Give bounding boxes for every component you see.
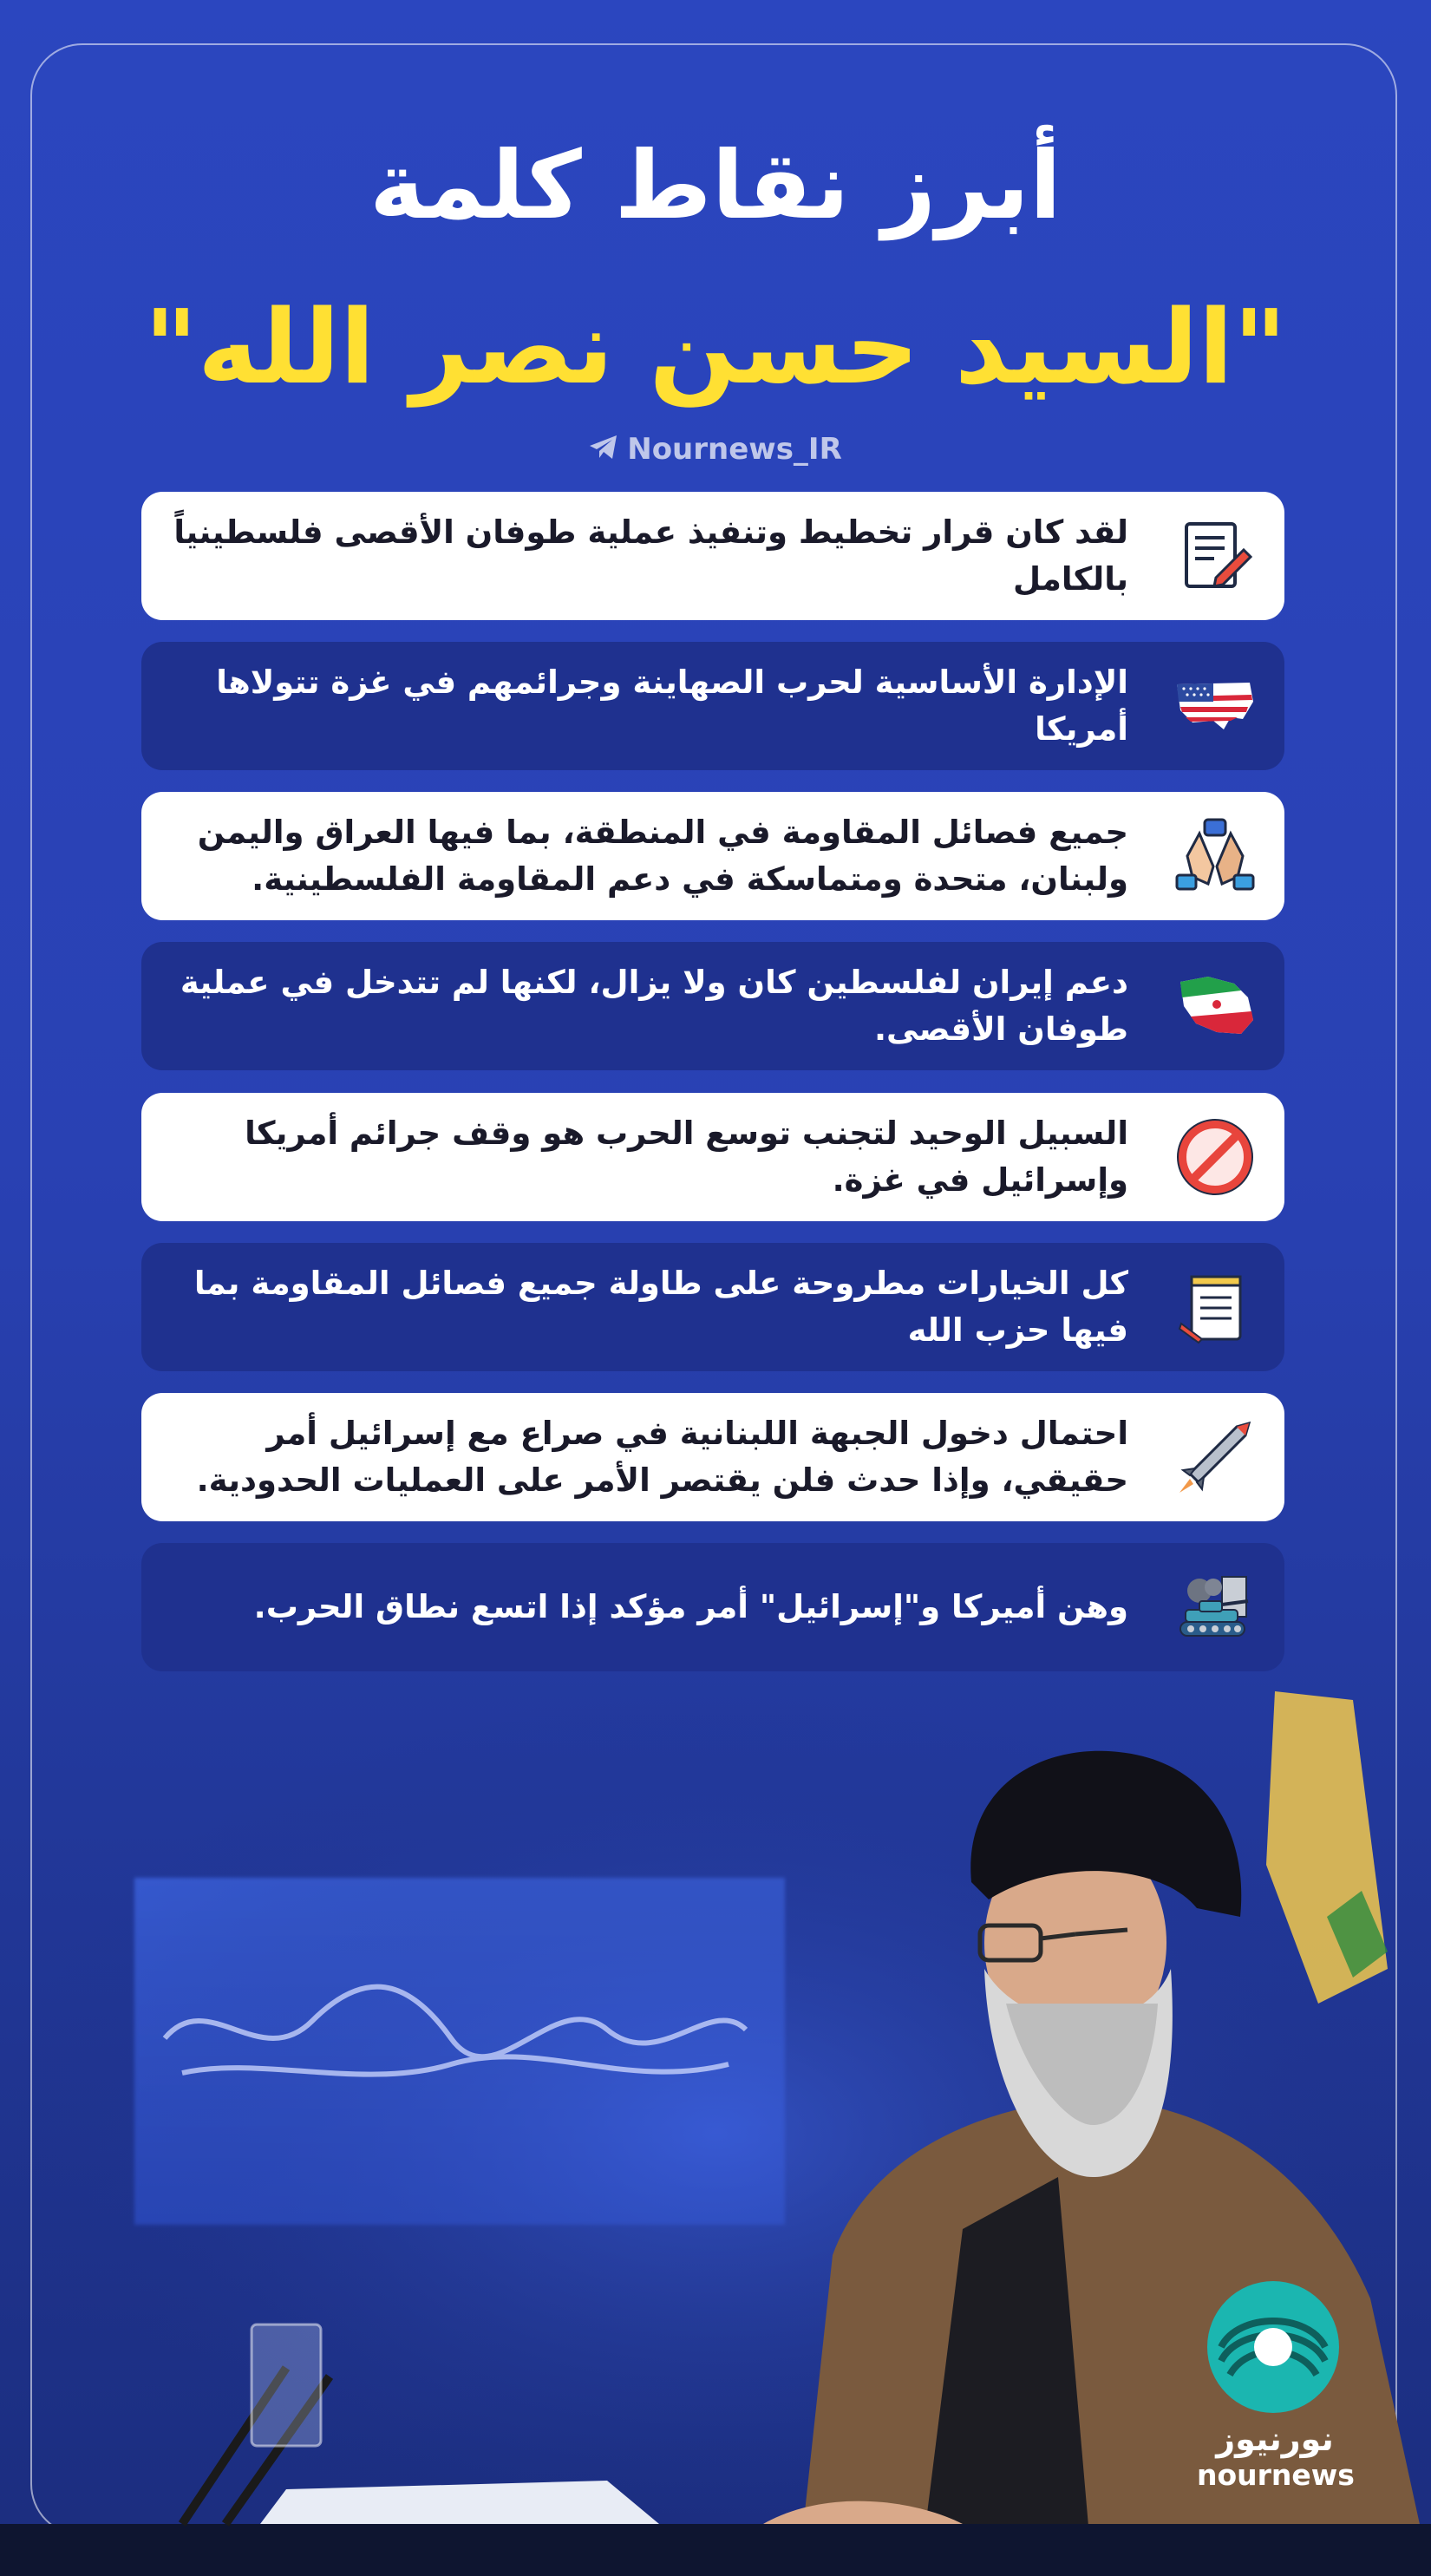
nournews-logo-icon — [1204, 2278, 1343, 2416]
point-card — [141, 1093, 1284, 1221]
logo-latin: nournews — [1197, 2458, 1355, 2492]
telegram-handle — [0, 432, 1431, 468]
point-text: وهن أميركا و"إسرائيل" أمر مؤكد إذا اتسع نطاق الحرب. — [253, 1588, 1128, 1625]
point-text: دعم إيران لفلسطين كان ولا يزال، لكنها لم تتدخل في عملية طوفان الأقصى. — [180, 964, 1128, 1048]
point-card — [141, 1543, 1284, 1671]
iran-map-flag-icon — [1172, 963, 1258, 1049]
point-text: الإدارة الأساسية لحرب الصهاينة وجرائمهم في غزة تتولاها أمريكا — [216, 664, 1128, 748]
point-card — [141, 642, 1284, 770]
missile-icon — [1172, 1414, 1258, 1500]
title-line-2: "السيد حسن نصر الله" — [144, 287, 1287, 407]
point-text: كل الخيارات مطروحة على طاولة جميع فصائل المقاومة بما فيها حزب الله — [193, 1265, 1128, 1349]
point-text: لقد كان قرار تخطيط وتنفيذ عملية طوفان الأقصى فلسطينياً بالكامل — [173, 513, 1128, 598]
telegram-icon — [589, 434, 618, 468]
tank-city-icon — [1172, 1564, 1258, 1651]
point-card — [141, 792, 1284, 920]
point-text: احتمال دخول الجبهة اللبنانية في صراع مع إسرائيل أمر حقيقي، وإذا حدث فلن يقتصر الأمر على العمليات الحدودية. — [196, 1415, 1128, 1499]
telegram-handle-text: Nournews_IR — [627, 432, 842, 467]
point-card — [141, 1243, 1284, 1371]
usa-map-flag-icon — [1172, 663, 1258, 749]
prohibited-sign-icon — [1172, 1114, 1258, 1200]
document-pen-icon — [1172, 513, 1258, 599]
point-card — [141, 492, 1284, 620]
logo-arabic: نورنيوز — [1216, 2420, 1334, 2458]
title-line-1: أبرز نقاط كلمة — [369, 132, 1062, 240]
notepad-pencil-icon — [1172, 1264, 1258, 1350]
united-hands-icon — [1172, 813, 1258, 899]
point-text: السبيل الوحيد لتجنب توسع الحرب هو وقف جرائم أمريكا وإسرائيل في غزة. — [245, 1115, 1128, 1199]
point-card — [141, 1393, 1284, 1521]
point-card — [141, 942, 1284, 1070]
point-text: جميع فصائل المقاومة في المنطقة، بما فيها العراق واليمن ولبنان، متحدة ومتماسكة في دعم المقاومة الفلسطينية. — [197, 814, 1128, 898]
